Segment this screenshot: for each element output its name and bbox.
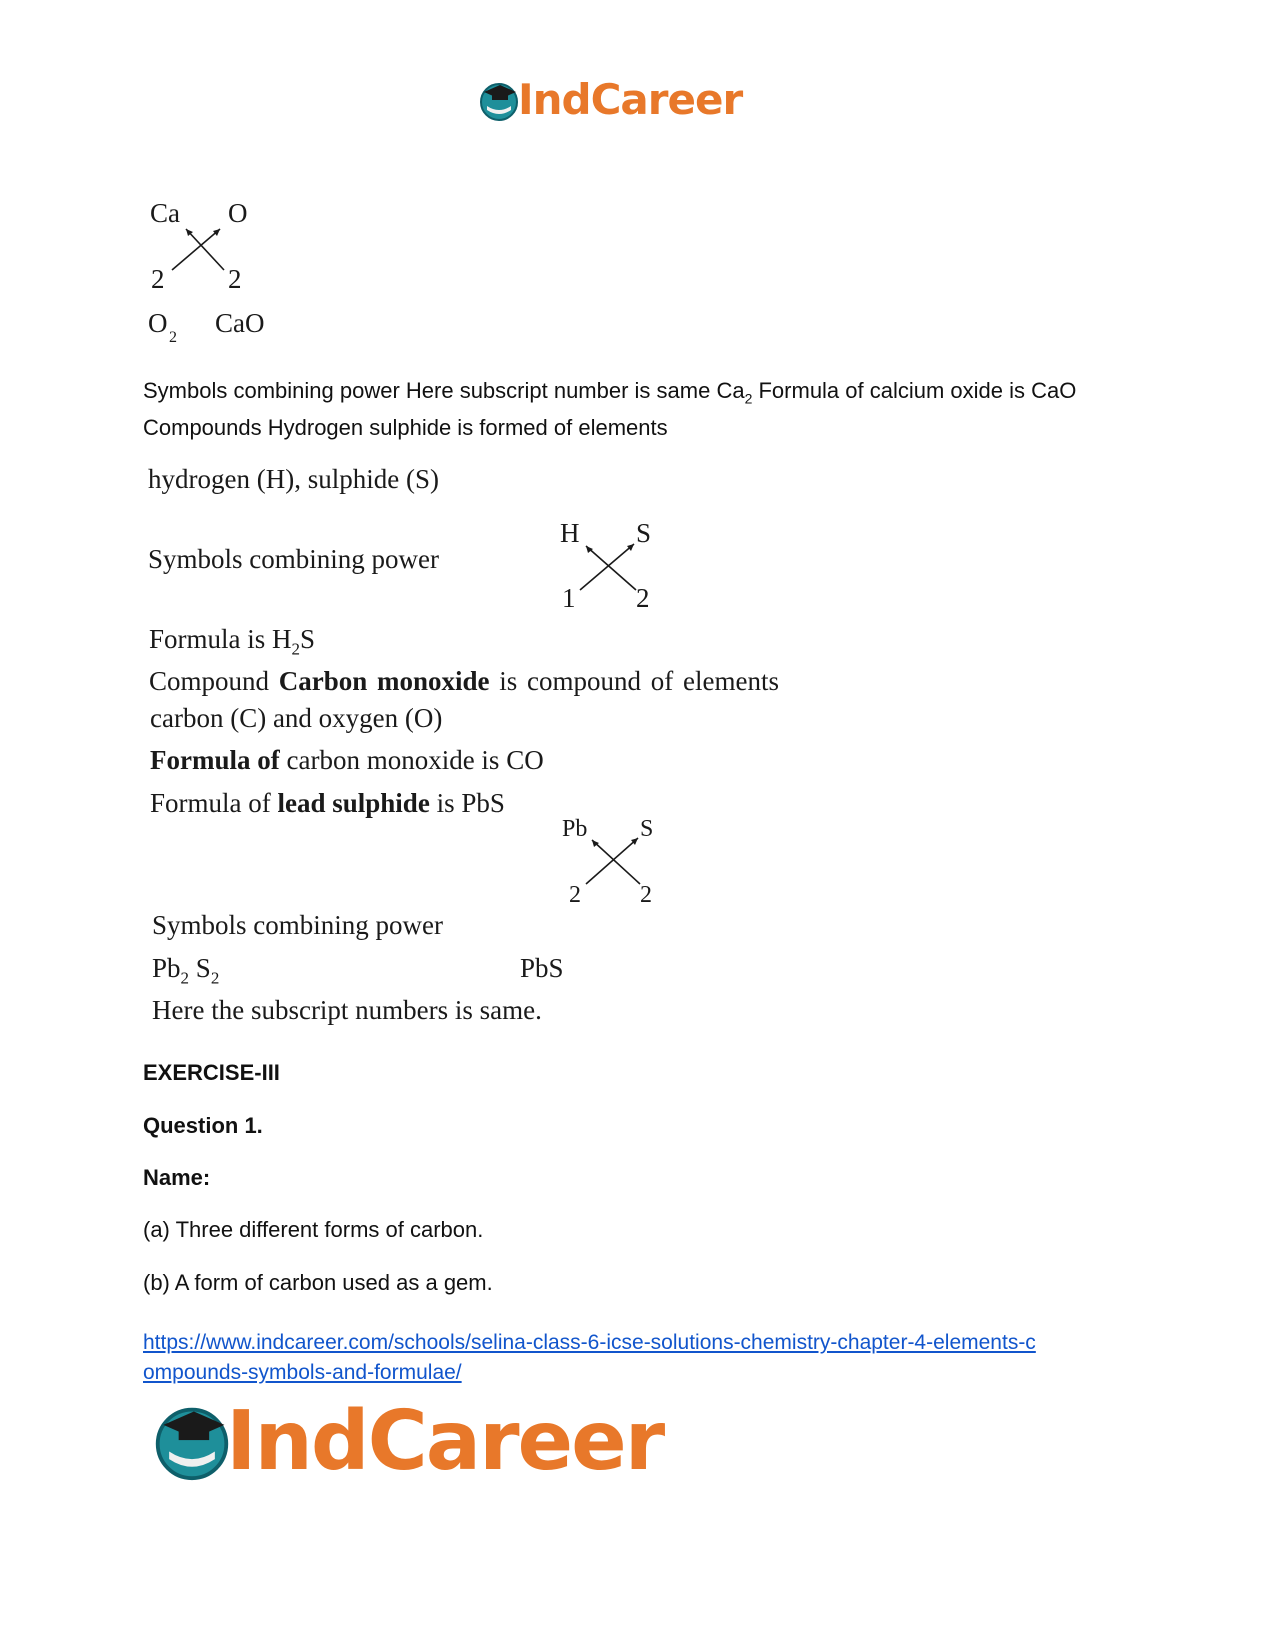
question-heading: Question 1.: [143, 1113, 263, 1138]
pbs-left-symbol: Pb: [562, 816, 588, 842]
cao-left-power: 2: [151, 264, 165, 294]
hs-right-power: 2: [636, 583, 650, 613]
cao-left-symbol: Ca: [150, 198, 180, 228]
paragraph-line-1: Symbols combining power Here subscript number is same $Ca_2$ Formula of calcium oxide is CaO: [143, 378, 1077, 407]
pbs-right-symbol: S: [640, 816, 654, 842]
exercise-heading: EXERCISE-III: [143, 1060, 280, 1085]
footer-logo: [152, 1394, 672, 1489]
header-logo-text: IndCareer: [518, 75, 743, 124]
name-label: Name:: [143, 1165, 211, 1190]
footer-logo-text: IndCareer: [226, 1394, 664, 1489]
paragraph-line-2: Compounds Hydrogen sulphide is formed of elements: [143, 415, 668, 441]
symbols-combining-power-label-2: Symbols combining power: [152, 910, 443, 940]
compound-carbon-monoxide: Compound Carbon monoxide is compound of elements: [149, 666, 779, 696]
graduation-globe-icon: [478, 80, 520, 122]
source-link-line-2[interactable]: ompounds-symbols-and-formulae/: [143, 1361, 462, 1384]
header-logo: [478, 74, 748, 126]
cao-result: CaO: [215, 308, 265, 338]
pbs-left-power: 2: [569, 882, 581, 908]
pb2-s2: $Pb_2$ $S_2$: [152, 953, 220, 988]
cao-right-symbol: O: [228, 198, 248, 228]
formula-pbs: Formula of lead sulphide is PbS: [150, 788, 505, 818]
cao-right-power: 2: [228, 264, 242, 294]
hs-right-symbol: S: [636, 518, 652, 548]
formula-co: Formula of carbon monoxide is CO: [150, 745, 544, 775]
pbs-result: PbS: [520, 953, 564, 983]
carbon-oxygen-line: carbon (C) and oxygen (O): [150, 703, 443, 733]
cao-criss-cross-diagram: [140, 192, 290, 352]
h2s-criss-cross-diagram: [550, 512, 670, 617]
graduation-globe-icon: [152, 1402, 232, 1482]
formula-h2s: Formula is $H_2S$: [149, 624, 316, 659]
question-item-a: (a) Three different forms of carbon.: [143, 1217, 484, 1242]
subscript-same-line: Here the subscript numbers is same.: [152, 995, 542, 1025]
question-item-b: (b) A form of carbon used as a gem.: [143, 1270, 493, 1295]
source-link-line-1[interactable]: https://www.indcareer.com/schools/selina-class-6-icse-solutions-chemistry-chapter-4-elements-c: [143, 1331, 1036, 1354]
cao-intermediate-sub: 2: [169, 329, 177, 346]
pbs-right-power: 2: [640, 882, 652, 908]
paragraph-symbols-calcium: [143, 376, 1143, 443]
symbols-combining-power-label-1: Symbols combining power: [148, 544, 439, 574]
source-link-block: [143, 1328, 1143, 1388]
hs-left-power: 1: [562, 583, 576, 613]
hs-left-symbol: H: [560, 518, 580, 548]
line-hydrogen-sulphide: hydrogen (H), sulphide (S): [148, 464, 439, 494]
pbs-criss-cross-diagram: [552, 808, 672, 913]
cao-intermediate: O: [148, 308, 168, 338]
